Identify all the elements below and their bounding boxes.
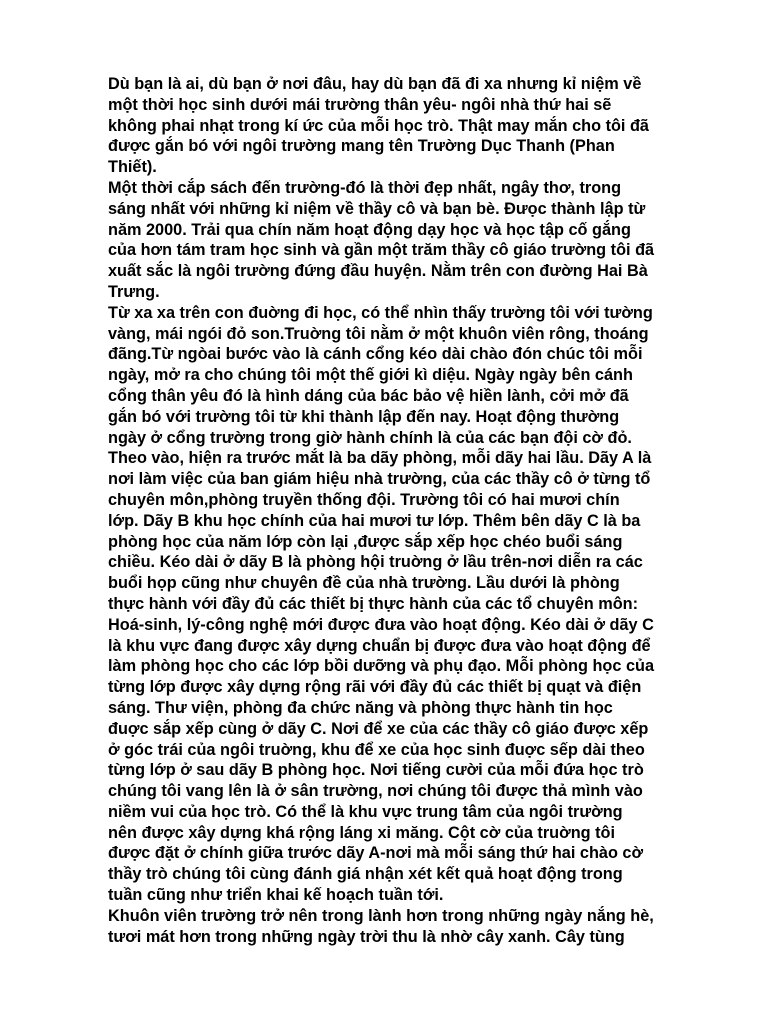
text-line: sáng. Thư viện, phòng đa chức năng và phòng thực hành tin học	[108, 698, 613, 717]
text-line: sáng nhất với những kỉ niệm về thầy cô và bạn bè. Đưọc thành lập từ	[108, 199, 646, 218]
text-line: nên được xây dựng khá rộng láng xi măng. Cột cờ của truờng tôi	[108, 823, 615, 842]
text-line: lớp. Dãy B khu học chính của hai mươi tư lớp. Thêm bên dãy C là ba	[108, 511, 641, 530]
text-line: chuyên môn,phòng truyền thống đội. Trường tôi có hai mươi chín	[108, 490, 620, 509]
text-line: vàng, mái ngói đỏ son.Truờng tôi nằm ở một khuôn viên rông, thoáng	[108, 324, 649, 343]
text-line: Dù bạn là ai, dù bạn ở nơi đâu, hay dù bạn đã đi xa nhưng kỉ niệm về	[108, 75, 642, 93]
text-line: thầy trò chúng tôi cùng đánh giá nhận xét kết quả hoạt động trong	[108, 865, 623, 884]
text-line: gắn bó với trường tôi từ khi thành lập đến nay. Hoạt động thường	[108, 407, 620, 426]
text-line: đãng.Từ ngòai bước vào là cánh cổng kéo dài chào đón chúc tôi mỗi	[108, 345, 643, 364]
text-line: ở góc trái của ngôi truờng, khu để xe của học sinh đuợc sếp dài theo	[108, 740, 645, 759]
text-line: đuợc sắp xếp cùng ở dãy C. Nơi để xe của các thầy cô giáo được xếp	[108, 719, 649, 738]
text-line: cổng thân yêu đó là hình dáng của bác bảo vệ hiền lành, cởi mở đã	[108, 386, 629, 405]
text-line: xuất sắc là ngôi trường đứng đầu huyện. Nằm trên con đường Hai Bà	[108, 262, 648, 281]
text-line: được gắn bó với ngôi trường mang tên Trường Dục Thanh (Phan	[108, 137, 615, 156]
text-line: Thiết).	[108, 158, 157, 177]
text-line: Từ xa xa trên con đuờng đi học, có thể nhìn thấy trường tôi với tường	[108, 303, 653, 322]
text-line: phòng học của năm lớp còn lại ,được sắp xếp học chéo buổi sáng	[108, 532, 623, 551]
text-line: được đặt ở chính giữa trước dãy A-nơi mà mỗi sáng thứ hai chào cờ	[108, 844, 644, 863]
text-line: từng lớp được xây dựng rộng rãi với đầy đủ các thiết bị quạt và điện	[108, 678, 642, 697]
text-line: ngày ở cổng trường trong giờ hành chính là của các bạn đội cờ đỏ.	[108, 428, 632, 447]
text-line: thực hành với đầy đủ các thiết bị thực hành của các tổ chuyên môn:	[108, 594, 639, 613]
text-line: Khuôn viên trường trở nên trong lành hơn trong những ngày nắng hè,	[108, 906, 654, 925]
text-line: nơi làm việc của ban giám hiệu nhà trường, của các thầy cô ở từng tổ	[108, 470, 651, 489]
text-line: không phai nhạt trong kí ức của mỗi học trò. Thật may mắn cho tôi đã	[108, 116, 649, 135]
text-line: Một thời cắp sách đến trường-đó là thời đẹp nhất, ngây thơ, trong	[108, 178, 622, 197]
text-line: từng lớp ở sau dãy B phòng học. Nơi tiếng cười của mỗi đứa học trò	[108, 761, 644, 780]
text-line: buổi họp cũng như chuyên đề của nhà trường. Lầu dưới là phòng	[108, 574, 620, 593]
text-line: Hoá-sinh, lý-công nghệ mới được đưa vào hoạt động. Kéo dài ở dãy C	[108, 615, 654, 634]
text-line: là khu vực đang được xây dựng chuẩn bị được đưa vào hoạt động để	[108, 636, 651, 655]
text-line: chiều. Kéo dài ở dãy B là phòng hội truờng ở lầu trên-nơi diễn ra các	[108, 553, 643, 572]
text-line: năm 2000. Trải qua chín năm hoạt động dạy học và học tập cố gắng	[108, 220, 631, 239]
text-line: một thời học sinh dưới mái trường thân yêu- ngôi nhà thứ hai sẽ	[108, 95, 612, 114]
text-line: chúng tôi vang lên là ở sân trường, nơi chúng tôi được thả mình vào	[108, 782, 643, 801]
text-line: tuần cũng như triển khai kế hoạch tuần tới.	[108, 886, 444, 905]
text-line: làm phòng học cho các lớp bồi dưỡng và phụ đạo. Mỗi phòng học của	[108, 657, 654, 676]
essay-text	[108, 74, 708, 947]
text-line: ngày, mở ra cho chúng tôi một thế giới kì diệu. Ngày ngày bên cánh	[108, 366, 633, 385]
text-line: niềm vui của học trò. Có thể là khu vực trung tâm của ngôi trường	[108, 802, 623, 821]
text-line: tươi mát hơn trong những ngày trời thu là nhờ cây xanh. Cây tùng	[108, 927, 625, 946]
text-line: Trưng.	[108, 282, 160, 301]
text-line: Theo vào, hiện ra trước mắt là ba dãy phòng, mỗi dãy hai lầu. Dãy A là	[108, 449, 652, 468]
text-line: của hơn tám tram học sinh và gần một trăm thầy cô giáo trường tôi đã	[108, 241, 655, 260]
